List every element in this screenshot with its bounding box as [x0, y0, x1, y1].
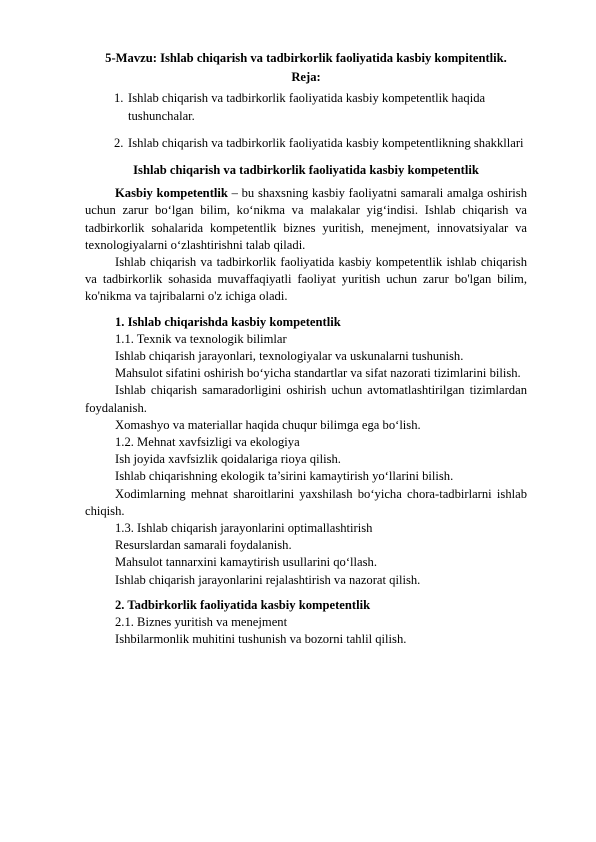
subheading-1-2: 1.2. Mehnat xavfsizligi va ekologiya: [115, 435, 300, 450]
plan-item-number: 1.: [114, 91, 124, 106]
document-title: 5-Mavzu: Ishlab chiqarish va tadbirkorlik faoliyatida kasbiy kompitentlik.: [105, 51, 507, 65]
plan-heading: Reja:: [291, 70, 321, 85]
plan-item: [85, 90, 527, 124]
intro-term: Kasbiy kompetentlik: [115, 186, 228, 201]
paragraph: Xodimlarning mehnat sharoitlarini yaxshilash bo‘yicha chora-tadbirlarni ishlab chiqish.: [85, 486, 527, 518]
paragraph: Ishlab chiqarish jarayonlarini rejalashtirish va nazorat qilish.: [115, 572, 421, 587]
subheading-1-1: 1.1. Texnik va texnologik bilimlar: [115, 331, 287, 346]
section-title: Ishlab chiqarish va tadbirkorlik faoliyatida kasbiy kompetentlik: [133, 163, 479, 178]
intro-paragraph: [85, 185, 527, 254]
paragraph: Resurslardan samarali foydalanish.: [115, 538, 292, 553]
paragraph: Ish joyida xavfsizlik qoidalariga rioya qilish.: [115, 452, 341, 467]
paragraph: Mahsulot sifatini oshirish bo‘yicha standartlar va sifat nazorati tizimlarini bilish.: [115, 366, 521, 381]
paragraph: Ishlab chiqarish samaradorligini oshirish uchun avtomatlashtirilgan tizimlardan foydalanish.: [85, 383, 527, 415]
heading-2: 2. Tadbirkorlik faoliyatida kasbiy kompetentlik: [115, 597, 371, 612]
intro-text: – bu shaxsning kasbiy faoliyatni samarali amalga oshirish uchun zarur bo‘lgan bilim, ko‘nikma va malakalar yig‘indisi. Ishlab chiqarish va tadbirkorlik sohalarida kompetentlik biznes yuritish, menejment, innovatsiyalar va texnologiyalarni o‘zlashtirishni talab qiladi.: [85, 186, 527, 252]
document-body: [85, 50, 527, 649]
subheading-1-3: 1.3. Ishlab chiqarish jarayonlarini optimallashtirish: [115, 521, 373, 536]
paragraph: Ishlab chiqarish jarayonlari, texnologiyalar va uskunalarni tushunish.: [115, 349, 464, 364]
plan-item: [85, 135, 527, 152]
paragraph: Ishbilarmonlik muhitini tushunish va bozorni tahlil qilish.: [115, 632, 407, 647]
paragraph: Xomashyo va materiallar haqida chuqur bilimga ega bo‘lish.: [115, 417, 421, 432]
plan-item-number: 2.: [114, 135, 124, 150]
paragraph: Ishlab chiqarishning ekologik ta’sirini kamaytirish yo‘llarini bilish.: [115, 469, 454, 484]
heading-1: 1. Ishlab chiqarishda kasbiy kompetentlik: [115, 314, 341, 329]
paragraph: Mahsulot tannarxini kamaytirish usullarini qo‘llash.: [115, 555, 377, 570]
subheading-2-1: 2.1. Biznes yuritish va menejment: [115, 615, 288, 630]
plan-list: [85, 90, 527, 152]
plan-item-text: Ishlab chiqarish va tadbirkorlik faoliyatida kasbiy kompetentlik haqida tushunchalar.: [128, 91, 486, 123]
plan-item-text: Ishlab chiqarish va tadbirkorlik faoliyatida kasbiy kompetentlikning shakkllari: [128, 135, 524, 150]
intro-paragraph-2: Ishlab chiqarish va tadbirkorlik faoliyatida kasbiy kompetentlik ishlab chiqarish va tadbirkorlik sohasida muvaffaqiyatli faoliyat yuritish uchun zarur bo'lgan bilim, ko'nikma va tajribalarni o'z ichiga oladi.: [85, 255, 527, 304]
